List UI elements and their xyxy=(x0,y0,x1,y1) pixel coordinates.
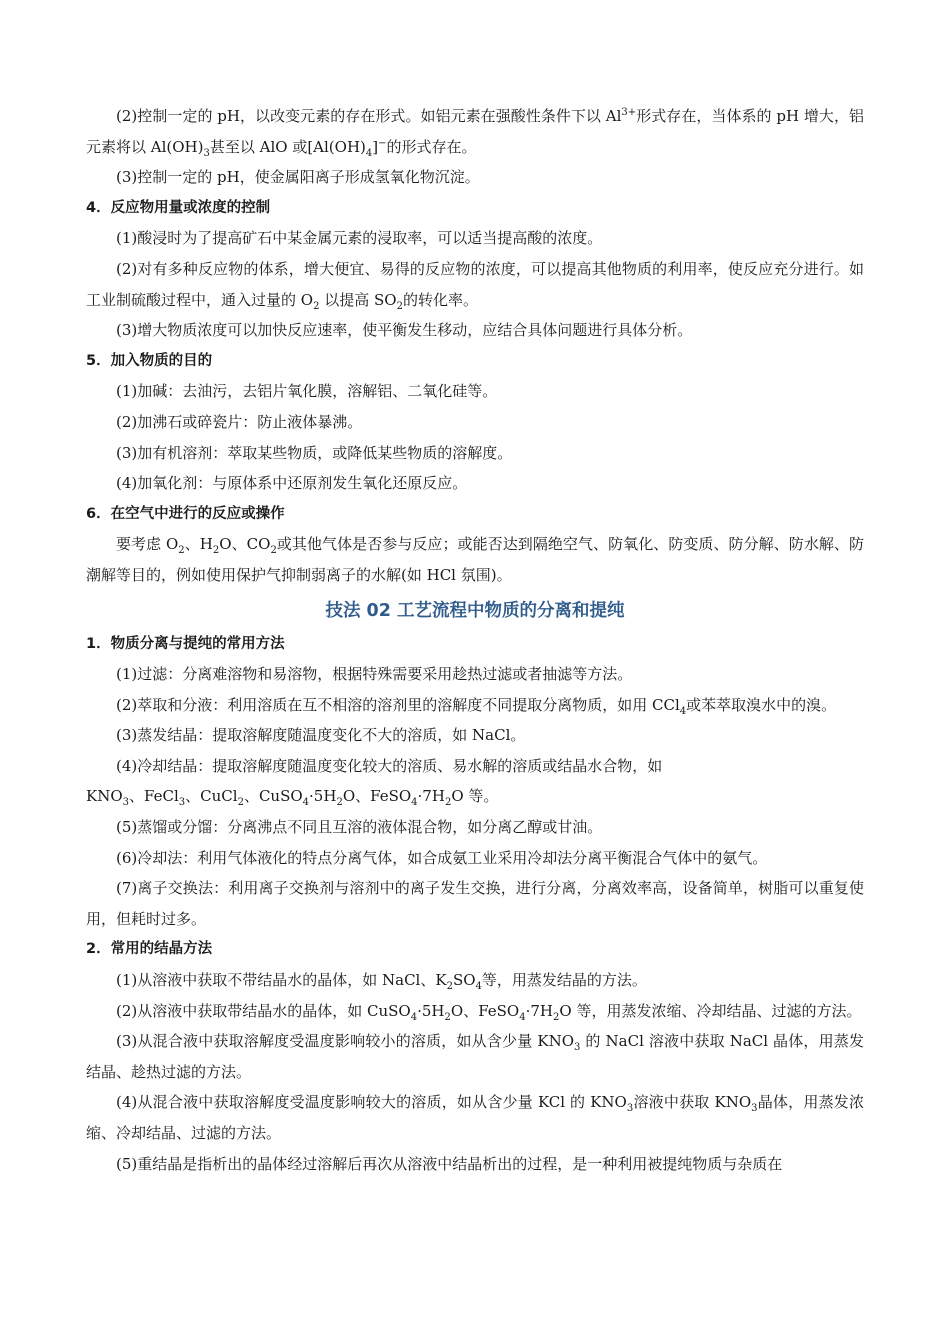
subscript: 2 xyxy=(444,1011,451,1023)
text-run: 或其他气体是否参与反应；或能否达到隔绝空气、防氧化、防变质、防分解、防水解、防潮解等目的，例如使用保护气抑制弱离子的水解(如 HCl 氛围)。 xyxy=(86,535,864,584)
subscript: 2 xyxy=(446,981,453,993)
paragraph-concentration: (3)增大物质浓度可以加快反应速率，使平衡发生移动，应结合具体问题进行具体分析。 xyxy=(116,321,693,340)
subscript: 2 xyxy=(212,545,220,557)
text-run: SO xyxy=(452,971,476,990)
superscript: − xyxy=(378,137,387,149)
text-run: 、CuSO xyxy=(243,787,303,806)
subscript: 4 xyxy=(411,797,418,809)
subscript: 2 xyxy=(178,545,185,557)
subscript: 2 xyxy=(313,300,320,312)
paragraph-distillation: (5)蒸馏或分馏：分离沸点不同且互溶的液体混合物，如分离乙醇或甘油。 xyxy=(116,818,603,837)
paragraph-small-solubility-change xyxy=(86,1026,864,1087)
section-title: 技法 02 工艺流程中物质的分离和提纯 xyxy=(325,600,625,621)
paragraph-acid-leaching: (1)酸浸时为了提高矿石中某金属元素的浸取率，可以适当提高酸的浓度。 xyxy=(116,229,603,248)
subscript: 3 xyxy=(574,1042,581,1054)
text-run: (1)从溶液中获取不带结晶水的晶体，如 NaCl、K xyxy=(116,971,447,990)
text-run: ·5H xyxy=(309,787,337,806)
text-run: O、FeSO xyxy=(342,787,412,806)
subscript: 4 xyxy=(302,797,310,809)
text-run: (2)萃取和分液：利用溶质在互不相溶的溶剂里的溶解度不同提取分离物质，如用 CCl xyxy=(116,695,680,714)
text-run: O、FeSO xyxy=(450,1001,520,1020)
paragraph-cooling-method: (6)冷却法：利用气体液化的特点分离气体，如合成氨工业采用冷却法分离平衡混合气体中的氨气。 xyxy=(116,848,768,867)
subscript: 4 xyxy=(365,147,373,159)
text-run: O 等。 xyxy=(451,787,499,806)
subscript: 2 xyxy=(396,300,403,312)
subscript: 3 xyxy=(626,1103,634,1115)
subscript: 4 xyxy=(679,705,687,717)
text-run: 甚至以 AlO 或[Al(OH) xyxy=(209,137,366,156)
paragraph-air-gases xyxy=(86,529,864,590)
text-run: 要考虑 O xyxy=(116,535,179,554)
subscript: 2 xyxy=(237,797,244,809)
text-run: 或苯萃取溴水中的溴。 xyxy=(686,695,837,714)
heading-added-substances: 5．加入物质的目的 xyxy=(86,352,213,369)
paragraph-ph-precipitate: (3)控制一定的 pH，使金属阳离子形成氢氧化物沉淀。 xyxy=(116,168,480,187)
text-run: ] xyxy=(372,137,379,156)
text-run: 形式存在，当体系的 pH 增大，铝元素将以 Al(OH) xyxy=(86,107,864,156)
superscript: 3+ xyxy=(621,107,637,118)
subscript: 3 xyxy=(751,1103,758,1115)
text-run: 、CuCl xyxy=(185,787,238,806)
paragraph-filtration: (1)过滤：分离难溶物和易溶物，根据特殊需要采用趁热过滤或者抽滤等方法。 xyxy=(116,665,633,684)
text-run: 的形式存在。 xyxy=(386,137,477,156)
text-run: (2)对有多种反应物的体系，增大便宜、易得的反应物的浓度，可以提高其他物质的利用率，使反应充分进行。如工业制硫酸过程中，通入过量的 O xyxy=(86,259,864,309)
text-run: (2)从溶液中获取带结晶水的晶体，如 CuSO xyxy=(116,1001,411,1020)
paragraph-large-solubility-change xyxy=(86,1087,864,1148)
subscript: 2 xyxy=(444,797,452,809)
subscript: 2 xyxy=(553,1011,560,1023)
document-body xyxy=(86,101,864,1179)
text-run: ·7H xyxy=(525,1001,554,1020)
text-run: ·7H xyxy=(417,787,445,806)
subscript: 2 xyxy=(270,545,277,557)
heading-reactant-control: 4．反应物用量或浓度的控制 xyxy=(86,199,271,216)
subscript: 3 xyxy=(178,797,186,809)
text-run: 晶体，用蒸发浓缩、冷却结晶、过滤的方法。 xyxy=(86,1093,864,1142)
heading-separation-methods: 1．物质分离与提纯的常用方法 xyxy=(86,635,285,652)
text-run: 、H xyxy=(184,535,213,554)
text-run: 、FeCl xyxy=(129,787,179,806)
subscript: 4 xyxy=(410,1011,418,1023)
paragraph-ion-exchange: (7)离子交换法：利用离子交换剂与溶剂中的离子发生交换，进行分离，分离效率高，设备简单，树脂可以重复使用，但耗时过多。 xyxy=(86,879,864,928)
subscript: 3 xyxy=(203,147,210,159)
paragraph-crystal-no-water xyxy=(86,965,864,996)
text-run: (2)控制一定的 pH，以改变元素的存在形式。如铝元素在强酸性条件下以 Al xyxy=(116,107,622,125)
paragraph-crystal-hydrate xyxy=(86,996,864,1027)
list-item: (4)加氧化剂：与原体系中还原剂发生氧化还原反应。 xyxy=(116,474,468,493)
paragraph-cooling-crystallization: (4)冷却结晶：提取溶解度随温度变化较大的溶质、易水解的溶质或结晶水合物，如 xyxy=(116,756,663,775)
subscript: 3 xyxy=(122,797,130,809)
subscript: 4 xyxy=(519,1011,526,1023)
text-run: O、CO xyxy=(219,535,271,554)
text-run: 溶液中获取 KNO xyxy=(633,1093,752,1112)
paragraph-excess-reactant xyxy=(86,254,864,315)
subscript: 2 xyxy=(336,797,343,809)
text-run: (3)从混合液中获取溶解度受温度影响较小的溶质，如从含少量 KNO xyxy=(116,1032,575,1051)
text-run: 的 NaCl 溶液中获取 NaCl 晶体，用蒸发结晶、趁热过滤的方法。 xyxy=(86,1032,865,1081)
paragraph-ph-form xyxy=(86,101,864,162)
list-item: (1)加碱：去油污，去铝片氧化膜，溶解铝、二氧化硅等。 xyxy=(116,382,498,401)
heading-crystallization-methods: 2．常用的结晶方法 xyxy=(86,941,213,958)
heading-air-reaction: 6．在空气中进行的反应或操作 xyxy=(86,505,285,522)
text-run: KNO xyxy=(86,787,123,806)
paragraph-extraction xyxy=(86,690,864,721)
list-item: (2)加沸石或碎瓷片：防止液体暴沸。 xyxy=(116,412,363,431)
paragraph-cooling-examples xyxy=(86,781,864,812)
text-run: (4)从混合液中获取溶解度受温度影响较大的溶质，如从含少量 KCl 的 KNO xyxy=(116,1093,627,1112)
text-run: O 等，用蒸发浓缩、冷却结晶、过滤的方法。 xyxy=(559,1001,862,1020)
list-item: (3)加有机溶剂：萃取某些物质，或降低某些物质的溶解度。 xyxy=(116,443,513,462)
paragraph-evaporation: (3)蒸发结晶：提取溶解度随温度变化不大的溶质，如 NaCl。 xyxy=(116,726,526,745)
text-run: 等，用蒸发结晶的方法。 xyxy=(481,971,647,990)
text-run: 以提高 SO xyxy=(319,290,397,309)
text-run: 的转化率。 xyxy=(402,290,478,309)
subscript: 4 xyxy=(475,981,482,993)
paragraph-recrystallization: (5)重结晶是指析出的晶体经过溶解后再次从溶液中结晶析出的过程，是一种利用被提纯物质与杂质在 xyxy=(116,1154,783,1173)
text-run: ·5H xyxy=(417,1001,445,1020)
